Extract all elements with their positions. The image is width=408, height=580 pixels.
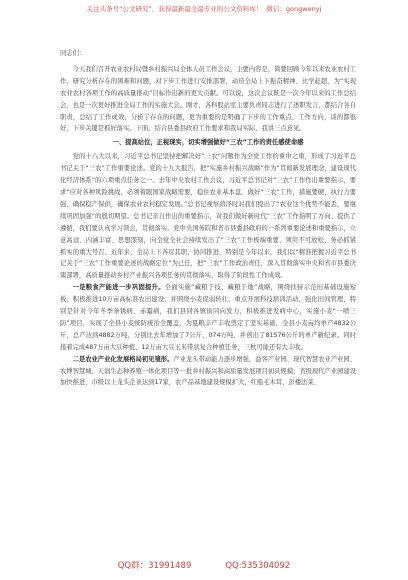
section-heading-1: 一、提高站位，正视现实，切实增强做好“三农”工作的责任感使命感 (112, 139, 304, 147)
qq-group: QQ群：31991489 (117, 561, 192, 571)
salutation: 同志们： (60, 50, 86, 57)
grain-lead: 一是粮食产能进一步巩固提升。 (72, 284, 165, 292)
paragraph-grain (60, 282, 356, 353)
banner-text-main: 关注头条号“公文研究”，获得最新最全最专业的公文资料库！ (86, 5, 263, 13)
paragraph-industry (60, 354, 356, 390)
banner-wechat: 微信：gongwenyj (266, 5, 322, 13)
contact-footer (0, 560, 408, 572)
industry-lead: 二是农业产业化发展格局初见雏形。 (72, 355, 174, 363)
industry-body: 产业龙头带动能力逐步增强，益客产业园、现代智慧农业产业园、农博智慧城、天润生态种养殖一体化项目等一批乡村振兴和高质量发展项目初具规模，省级现代产业园建设加快推进，市级以上龙头企业达到17家，农产品基地建设规模扩大，红船毛木耳、彭楼法菜、 (60, 355, 357, 387)
promo-banner (0, 4, 408, 14)
paragraph-intro: 今天我们召开农业农村局暨乡村振兴局全体人员工作会议，主要内容是，简要回顾今年以来农业农村工作，研究分析存在的困难和问题，对下步工作进行安排部署，动员全局上下振奋精神、比学赶超，为“实现农业农村各项工作的高质量推动”目标作出新的更大贡献。可以说，这次会议既是一次今年以来的工作总结会，也是一次更好推进全局工作的实施大会。刚才，各科股站室主要负责同志进行了述职发言，都结合各自职责，总结了工作成效，分析了存在的问题，更为重要的是明确了下步的工作重点、工作方向，谈的都很好，下步关键是抓好落实。下面，结合县委县政府工作要求和我局实际，我讲三点意见。 (60, 65, 356, 133)
grain-body: 全面实施“藏粮于技、藏粮于地”战略，围绕扶持示范田基础设施短板，积极推进10万亩高标准农田建设，并围绕小麦促弱转壮，重点开展科技培训活动，强化田间管理，特别是针对今年冬季条锈病、赤霉病，我们县同各镇街同向发力，积极推进发病中心，实施小麦“一喷三防”项目，实现了全县小麦统防统治全覆盖，为夏粮丰产丰收奠定了坚实基础，全县小麦亩均单产4832公斤，总产达到4882万吨，分别比去年增加了7公斤、074万吨，并创出了81576公斤的单产新纪录。同时接着完成487万亩大豆种植、12万亩大豆玉米带状复合种植任务，三秋可能还有大丰收。 (60, 284, 357, 351)
document-body (60, 48, 356, 389)
qq-number: QQ:535304092 (225, 561, 291, 571)
paragraph-background: 党的十八大以来，习近平总书记坚持把解决好“三农”问题作为全党工作的重中之重，形成了习近平总书记关于“三农”工作重要论述。党的十九大报告，把“实施乡村振兴战略”作为“贯彻新发展理念，建设现代化经济体系”的六项重点任务之一。去年中央农村工作会议，习近平总书记对“三农”工作作出重要指示，要求“应对各种风险挑战，必须着眼国家战略需要，稳住农业基本盘、做好“三农”工作，措施要硬，执行力要强，确保稳产保供，确保农业农村稳定发展。”总书记视察菏泽时对我们提出了“农业这个优势不能丢，要继续巩固加强”的殷切期望。总书记亲自作出的重要指示，对我们做好新时代“三农”工作指明了方向、提供了遵循，我们要认真学习领会，贯彻落实。党中央国务院和省市县委县政府的一系列重要论述和重要指示，立意高远、内涵丰富、思想深刻，向全党全社会持续发出了“三农”工作极端重要、须臾不可放松、务必抓紧抓实的重大号召。近年来，全局上下各尽其职，协同推进，特别是今年以来，我们以“精准把握习近平总书记关于“三农”工作重要论述的战略定位”为已任，把“三农”工作政治责任，深入贯彻落实中央和省市县委决策部署，高质量推动乡村产业振兴各项任务的贯彻落实，取得了阶段性工作成效。 (60, 153, 356, 280)
